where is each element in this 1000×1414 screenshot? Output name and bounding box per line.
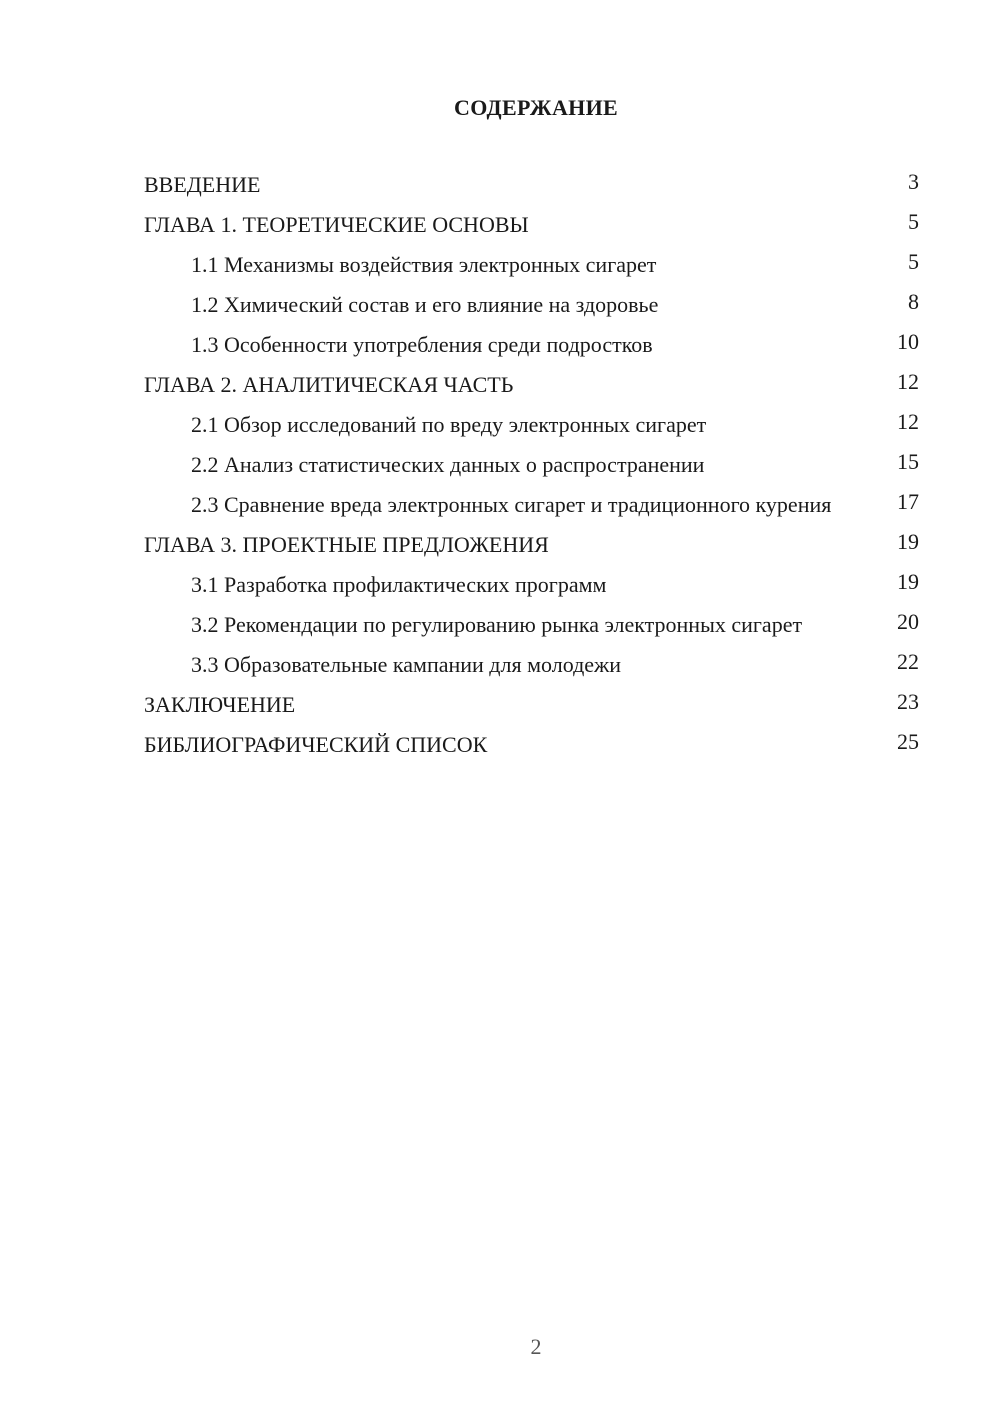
toc-chapter-entry xyxy=(144,370,919,399)
toc-entry-label: 1.3 Особенности употребления среди подростков xyxy=(191,331,653,357)
toc-entry-page-number: 10 xyxy=(897,329,919,354)
toc-entry-label: 3.3 Образовательные кампании для молодежи xyxy=(191,651,622,677)
toc-entry-page-number: 5 xyxy=(908,249,919,274)
toc-entry-label: 3.1 Разработка профилактических программ xyxy=(191,571,607,597)
toc-entry-label: БИБЛИОГРАФИЧЕСКИЙ СПИСОК xyxy=(144,731,488,757)
toc-entry-page-number: 12 xyxy=(897,409,919,434)
toc-entry-page-number: 20 xyxy=(897,609,919,634)
toc-section-entry xyxy=(144,450,919,479)
toc-section-entry xyxy=(144,250,919,279)
toc-section-entry xyxy=(144,290,919,319)
toc-section-entry xyxy=(144,650,919,679)
toc-section-entry xyxy=(144,330,919,359)
toc-entry-label: 2.1 Обзор исследований по вреду электронных сигарет xyxy=(191,411,707,437)
toc-entry-label: ВВЕДЕНИЕ xyxy=(144,171,261,197)
toc-chapter-entry xyxy=(144,730,919,759)
toc-entry-page-number: 22 xyxy=(897,649,919,674)
toc-entry-label: ГЛАВА 3. ПРОЕКТНЫЕ ПРЕДЛОЖЕНИЯ xyxy=(144,531,549,557)
toc-entry-label: 1.2 Химический состав и его влияние на здоровье xyxy=(191,291,659,317)
toc-entry-page-number: 23 xyxy=(897,689,919,714)
toc-section-entry xyxy=(144,570,919,599)
toc-chapter-entry xyxy=(144,690,919,719)
toc-section-entry xyxy=(144,490,919,519)
toc-entry-page-number: 3 xyxy=(908,169,919,194)
toc-entry-page-number: 19 xyxy=(897,529,919,554)
toc-entry-label: ЗАКЛЮЧЕНИЕ xyxy=(144,691,296,717)
toc-section-entry xyxy=(144,410,919,439)
toc-entry-label: 1.1 Механизмы воздействия электронных сигарет xyxy=(191,251,657,277)
toc-chapter-entry xyxy=(144,530,919,559)
toc-chapter-entry xyxy=(144,210,919,239)
toc-entry-label: ГЛАВА 2. АНАЛИТИЧЕСКАЯ ЧАСТЬ xyxy=(144,371,514,397)
toc-entry-page-number: 12 xyxy=(897,369,919,394)
toc-section-entry xyxy=(144,610,919,639)
toc-entry-label: 2.2 Анализ статистических данных о распространении xyxy=(191,451,705,477)
toc-chapter-entry xyxy=(144,170,919,199)
toc-entry-label: ГЛАВА 1. ТЕОРЕТИЧЕСКИЕ ОСНОВЫ xyxy=(144,211,529,237)
toc-entry-page-number: 15 xyxy=(897,449,919,474)
toc-entry-page-number: 17 xyxy=(897,489,919,514)
toc-entry-label: 3.2 Рекомендации по регулированию рынка электронных сигарет xyxy=(191,611,803,637)
toc-entry-page-number: 5 xyxy=(908,209,919,234)
toc-entry-page-number: 25 xyxy=(897,729,919,754)
page-number: 2 xyxy=(530,1334,542,1359)
toc-entry-page-number: 19 xyxy=(897,569,919,594)
page-title: СОДЕРЖАНИЕ xyxy=(454,95,618,120)
table-of-contents xyxy=(144,170,919,759)
toc-entry-label: 2.3 Сравнение вреда электронных сигарет и традиционного курения xyxy=(191,491,832,517)
toc-entry-page-number: 8 xyxy=(908,289,919,314)
